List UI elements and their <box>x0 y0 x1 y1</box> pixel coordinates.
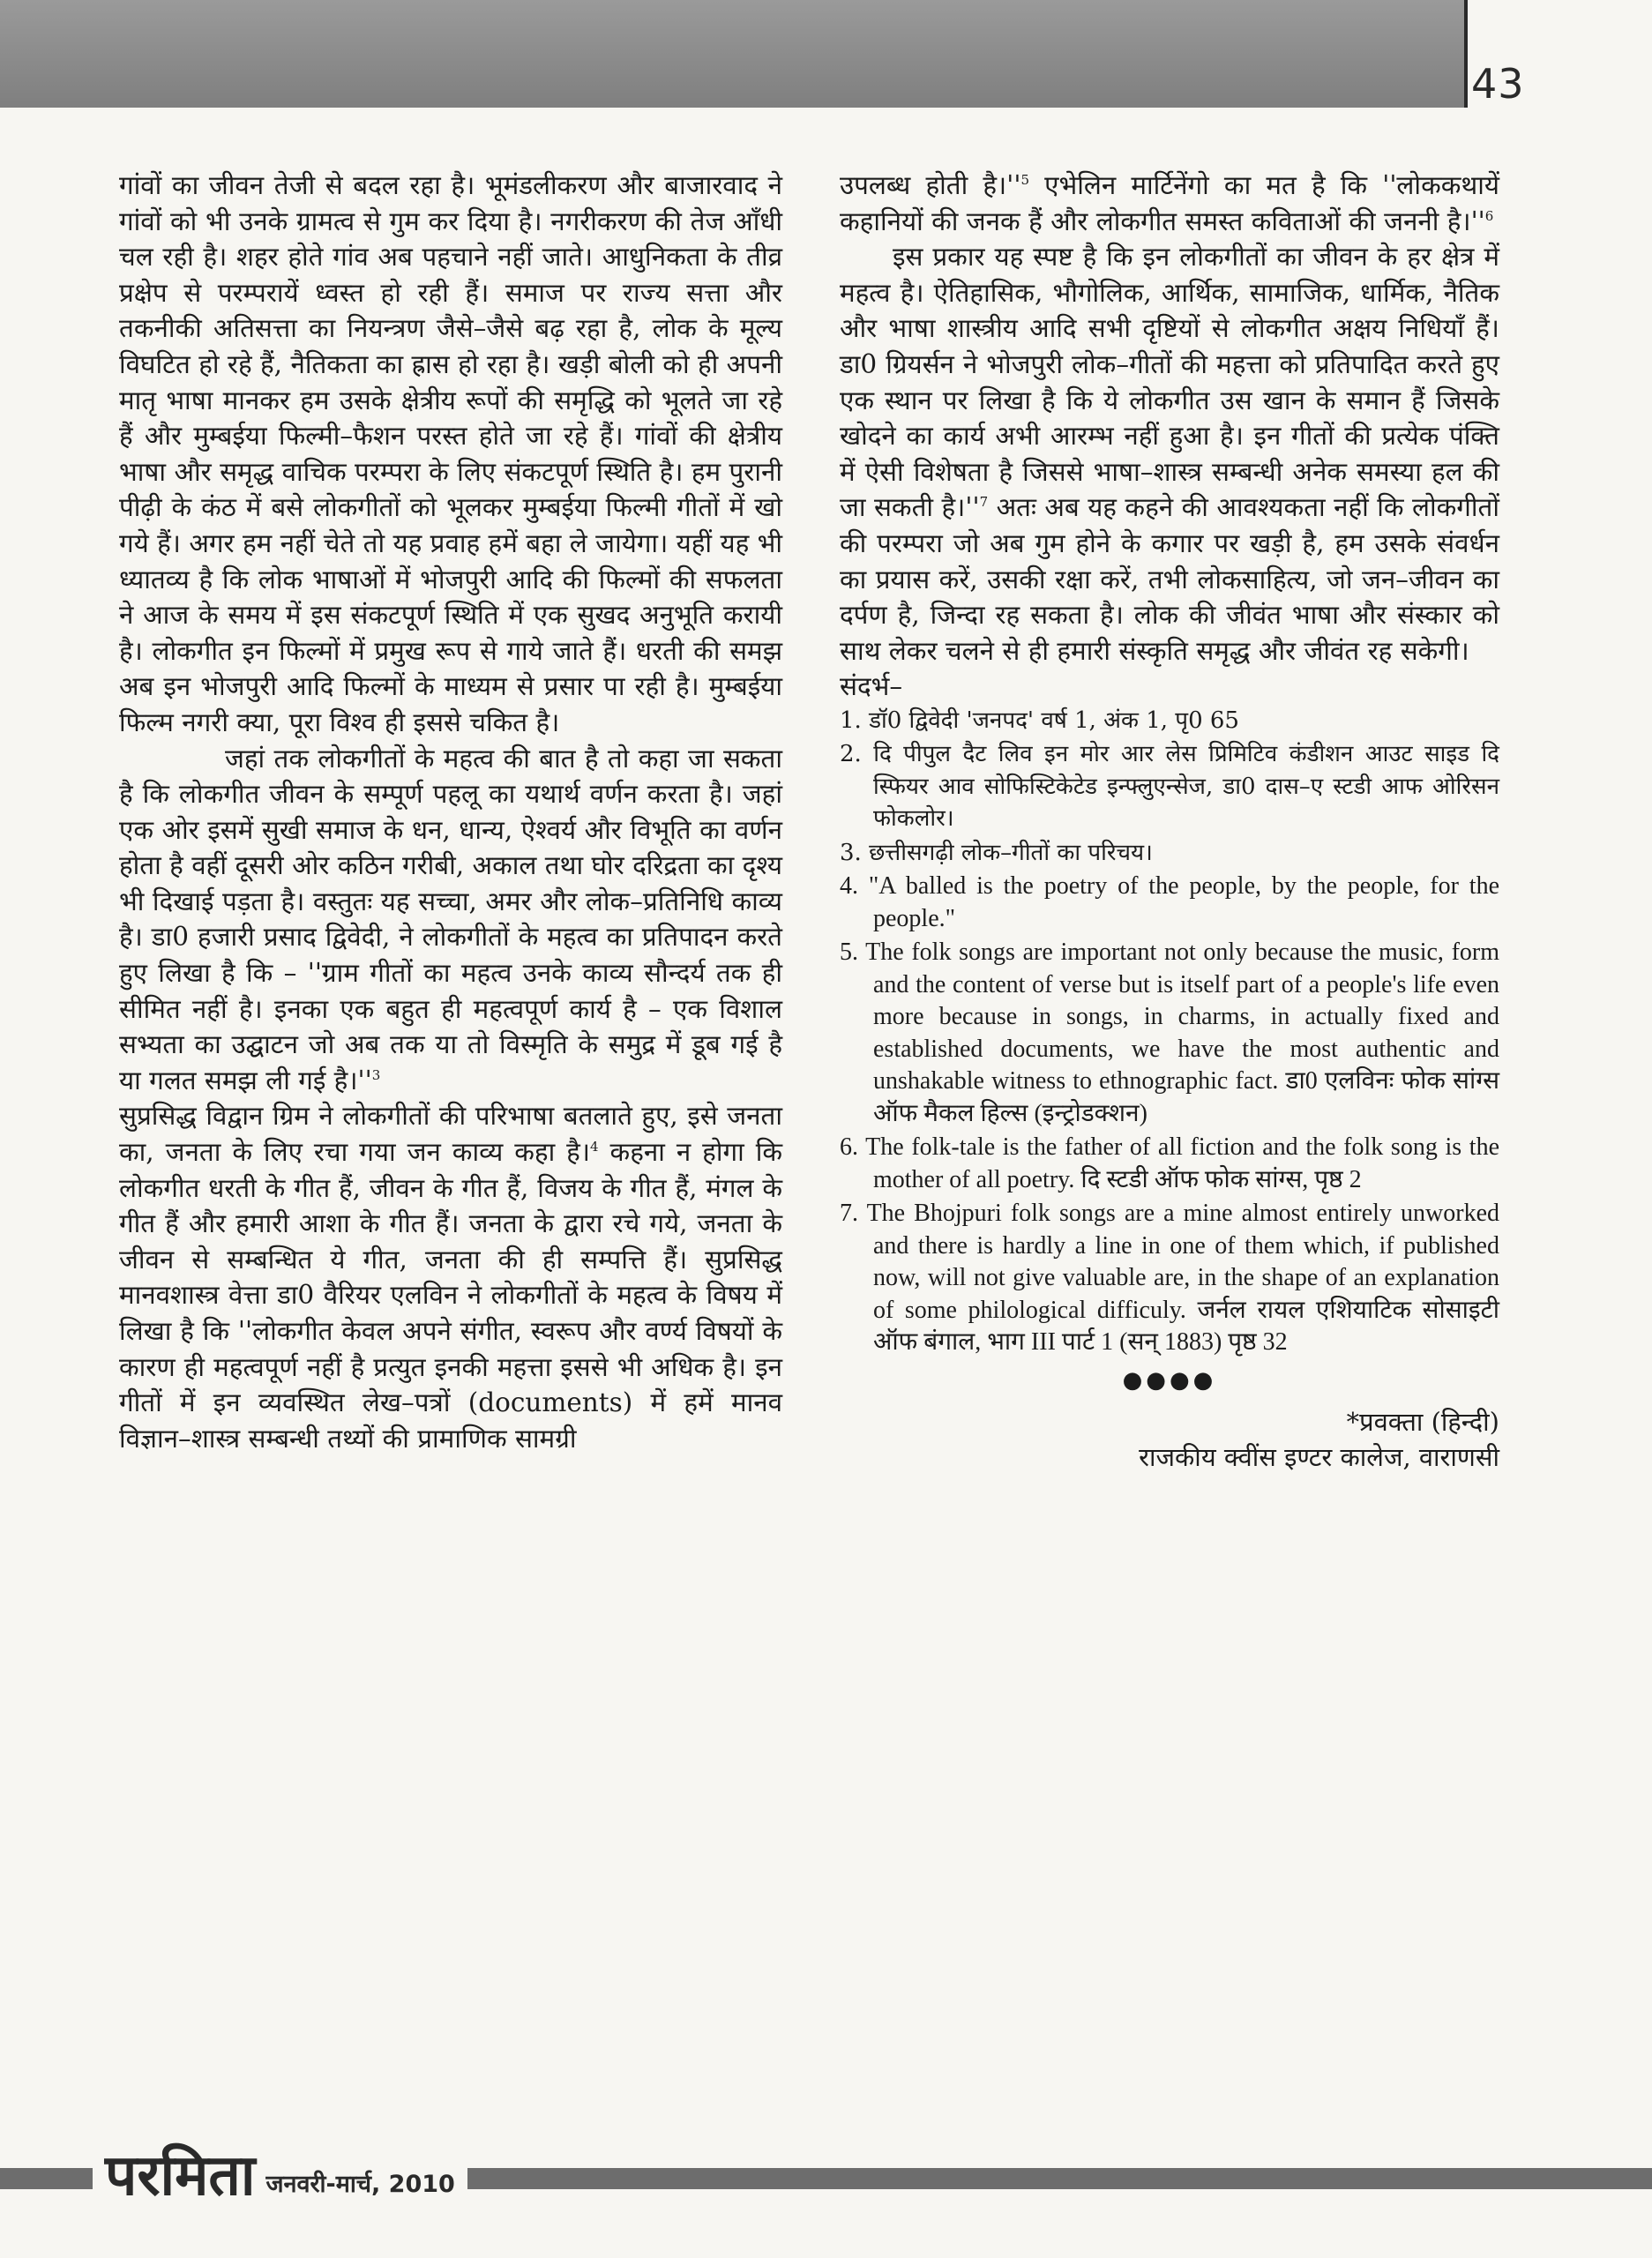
reference-item-6: 6. The folk-tale is the father of all fiction and the folk song is the mother of all poetry. दि स्टडी ऑफ फोक सांग्स, पृष्ठ 2 <box>840 1133 1499 1193</box>
author-title: *प्रवक्ता (हिन्दी) <box>1346 1406 1499 1437</box>
page-number: 43 <box>1471 60 1525 108</box>
left-paragraph-2-text: जहां तक लोकगीतों के महत्व की बात है तो कहा जा सकता है कि लोकगीत जीवन के सम्पूर्ण पहलू का यथार्थ वर्णन करता है। जहां एक ओर इसमें सुखी समाज के धन, धान्य, ऐश्वर्य और विभूति का वर्णन होता है वहीं दूसरी ओर कठिन गरीबी, अकाल तथा घोर दरिद्रता का दृश्य भी दिखाई पड़ता है। वस्तुतः यह सच्चा, अमर और लोक–प्रतिनिधि काव्य है। डा0 हजारी प्रसाद द्विवेदी, ने लोकगीतों के महत्व का प्रतिपादन करते हुए लिखा है कि – ''ग्राम गीतों का महत्व उनके काव्य सौन्दर्य तक ही सीमित नहीं है। इनका एक बहुत ही महत्वपूर्ण कार्य है – एक विशाल सभ्यता का उद्घाटन जो अब तक या तो विस्मृति के समुद्र में डूब गई है या गलत समझ ली गई है।'' <box>119 743 782 1095</box>
reference-item-7: 7. The Bhojpuri folk songs are a mine almost entirely unworked and there is hardly a line in one of them which, if published now, will not give valuable are, in the shape of an explanation of some philological difficuly. जर्नल रायल एशियाटिक सोसाइटी ऑफ बंगाल, भाग III पार्ट 1 (सन् 1883) पृष्ठ 32 <box>840 1200 1499 1357</box>
left-paragraph-1: गांवों का जीवन तेजी से बदल रहा है। भूमंडलीकरण और बाजारवाद ने गांवों को भी उनके ग्रामत्व से गुम कर दिया है। नगरीकरण की तेज आँधी चल रही है। शहर होते गांव अब पहचाने नहीं जाते। आधुनिकता के तीव्र प्रक्षेप से परम्परायें ध्वस्त हो रही हैं। समाज पर राज्य सत्ता और तकनीकी अतिसत्ता का नियन्त्रण जैसे–जैसे बढ़ रहा है, लोक के मूल्य विघटित हो रहे हैं, नैतिकता का ह्रास हो रहा है। खड़ी बोली को ही अपनी मातृ भाषा मानकर हम उसके क्षेत्रीय रूपों की समृद्धि को भूलते जा रहे हैं और मुम्बईया फिल्मी–फैशन परस्त होते जा रहे हैं। गांवों की क्षेत्रीय भाषा और समृद्ध वाचिक परम्परा के लिए संकटपूर्ण स्थिति है। हम पुरानी पीढ़ी के कंठ में बसे लोकगीतों को भूलकर मुम्बईया फिल्मी गीतों में खो गये हैं। अगर हम नहीं चेते तो यह प्रवाह हमें बहा ले जायेगा। यहीं यह भी ध्यातव्य है कि लोक भाषाओं में भोजपुरी आदि की फिल्मों की सफलता ने आज के समय में इस संकटपूर्ण स्थिति में एक सुखद अनुभूति करायी है। लोकगीत इन फिल्मों में प्रमुख रूप से गाये जाते हैं। धरती की समझ अब इन भोजपुरी आदि फिल्मों के माध्यम से प्रसार पा रही है। मुम्बईया फिल्म नगरी क्या, पूरा विश्व ही इससे चकित है। <box>119 170 783 737</box>
magazine-name: परमिता <box>105 2143 256 2209</box>
footnote-ref-4: 4 <box>590 1139 599 1155</box>
footnote-ref-5: 5 <box>1020 172 1029 189</box>
footnote-ref-6: 6 <box>1484 207 1494 224</box>
issue-date: जनवरी-मार्च, 2010 <box>265 2171 455 2198</box>
footnote-ref-7: 7 <box>979 494 989 511</box>
reference-item-4: 4. "A balled is the poetry of the people, by the people, for the people." <box>840 872 1499 932</box>
reference-item-3: 3. छत्तीसगढ़ी लोक–गीतों का परिचय। <box>840 839 1153 866</box>
right-paragraph-2-text-b: अतः अब यह कहने की आवश्यकता नहीं कि लोकगीतों की परम्परा जो अब गुम होने के कगार पर खड़ी है, हम उसके संवर्धन का प्रयास करें, उसकी रक्षा करें, तभी लोकसाहित्य, जो जन–जीवन का दर्पण है, जिन्दा रह सकता है। लोक की जीवंत भाषा और संस्कार को साथ लेकर चलने से ही हमारी संस्कृति समृद्ध और जीवंत रह सकेगी। <box>840 492 1500 666</box>
reference-item-1: 1. डॉ0 द्विवेदी 'जनपद' वर्ष 1, अंक 1, पृ0 65 <box>840 707 1239 734</box>
right-paragraph-2 <box>840 239 1499 669</box>
references-heading: संदर्भ– <box>840 671 903 702</box>
right-paragraph-1 <box>840 168 1499 239</box>
footnote-ref-3: 3 <box>371 1067 381 1084</box>
left-paragraph-2 <box>119 741 782 1099</box>
left-paragraph-3-text-b: कहना न होगा कि लोकगीत धरती के गीत हैं, जीवन के गीत हैं, विजय के गीत हैं, मंगल के गीत हैं और हमारी आशा के गीत हैं। जनता के द्वारा रचे गये, जनता के जीवन से सम्बन्धित ये गीत, जनता की ही सम्पत्ति हैं। सुप्रसिद्ध मानवशास्त्र वेत्ता डा0 वैरियर एलविन ने लोकगीतों के महत्व के विषय में लिखा है कि ''लोकगीत केवल अपने संगीत, स्वरूप और वर्ण्य विषयों के कारण ही महत्वपूर्ण नहीं है प्रत्युत इनकी महत्ता इससे भी अधिक है। इन गीतों में इन व्यवस्थित लेख–पत्रों (documents) में हमें मानव विज्ञान–शास्त्र सम्बन्धी तथ्यों की प्रामाणिक सामग्री <box>119 1137 782 1454</box>
reference-item-5: 5. The folk songs are important not only because the music, form and the content of verse but is itself part of a people's life even more because in songs, in charms, in actually fixed and established documents, we have the most authentic and unshakable witness to ethnographic fact. डा0 एलविनः फोक सांग्स ऑफ मैकल हिल्स (इन्ट्रोडक्शन) <box>840 938 1499 1127</box>
right-column <box>840 168 1499 1475</box>
reference-item-2: 2. दि पीपुल दैट लिव इन मोर आर लेस प्रिमिटिव कंडीशन आउट साइड दि स्फियर आव सोफिस्टिकेटेड इन्फ्लुएन्सेज, डा0 दास–ए स्टडी आफ ओरिसन फोकलोर। <box>840 741 1499 833</box>
left-paragraph-3-text-a: सुप्रसिद्ध विद्वान ग्रिम ने लोकगीतों की परिभाषा बतलाते हुए, इसे जनता का, जनता के लिए रचा गया जन काव्य कहा है। <box>119 1101 782 1168</box>
left-column <box>119 168 782 1456</box>
section-separator: ●●●● <box>1122 1366 1217 1394</box>
right-paragraph-1-text-a: उपलब्ध होती है।'' <box>840 170 1021 200</box>
footer-masthead <box>93 2139 467 2209</box>
right-paragraph-1-text-b: एभेलिन मार्टिनेंगो का मत है कि ''लोककथायें कहानियों की जनक हैं और लोकगीत समस्त कविताओं की जननी है।'' <box>840 170 1499 236</box>
author-affiliation: राजकीय क्वींस इण्टर कालेज, वाराणसी <box>1139 1441 1499 1472</box>
header-band <box>0 0 1464 108</box>
left-paragraph-3 <box>119 1098 782 1456</box>
right-paragraph-2-text-a: इस प्रकार यह स्पष्ट है कि इन लोकगीतों का जीवन के हर क्षेत्र में महत्व है। ऐतिहासिक, भौगोलिक, आर्थिक, सामाजिक, धार्मिक, नैतिक और भाषा शास्त्रीय आदि सभी दृष्टियों से लोकगीत अक्षय निधियाँ हैं। डा0 ग्रियर्सन ने भोजपुरी लोक–गीतों की महत्ता को प्रतिपादित करते हुए एक स्थान पर लिखा है कि ये लोकगीत उस खान के समान हैं जिसके खोदने का कार्य अभी आरम्भ नहीं हुआ है। इन गीतों की प्रत्येक पंक्ति में ऐसी विशेषता है जिससे भाषा–शास्त्र सम्बन्धी अनेक समस्या हल की जा सकती है।'' <box>840 242 1499 523</box>
references-list <box>840 705 1499 1359</box>
